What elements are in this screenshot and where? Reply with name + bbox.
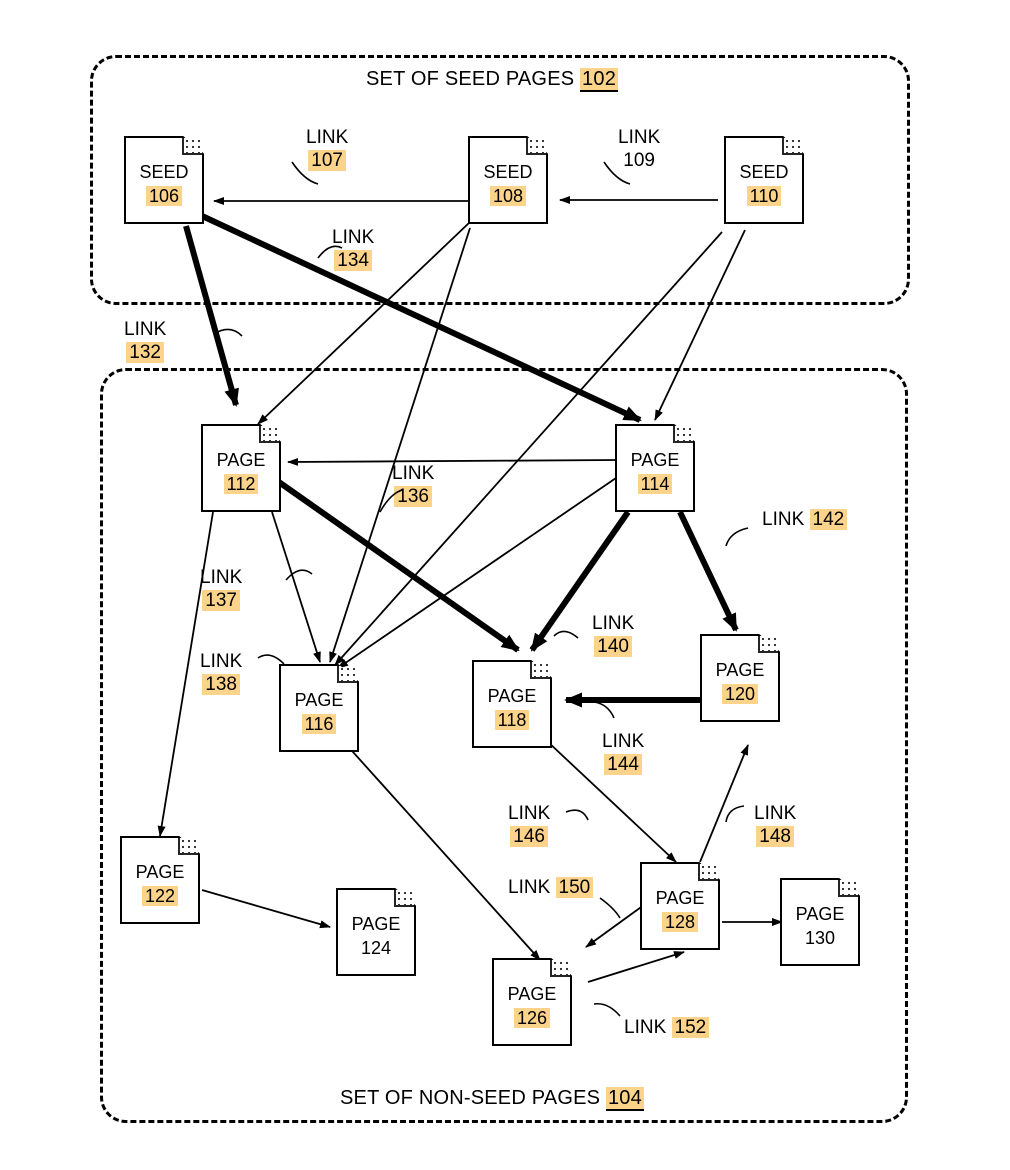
node-seed-110[interactable]: [724, 136, 804, 224]
node-label: SEED: [739, 162, 789, 182]
node-number: 120: [700, 684, 780, 705]
link-number: 132: [126, 342, 164, 363]
link-word: LINK: [624, 1017, 667, 1038]
page-fold-icon: [698, 864, 718, 881]
node-number: 126: [492, 1008, 572, 1029]
link-word: LINK: [200, 651, 243, 672]
link-label-144: [602, 730, 644, 776]
link-word: LINK: [602, 731, 645, 752]
node-number: 106: [124, 186, 204, 207]
node-page-116[interactable]: [279, 664, 359, 752]
link-number: 107: [308, 150, 346, 171]
link-number: 134: [334, 250, 372, 271]
page-fold-icon: [673, 426, 693, 443]
node-number: 108: [468, 186, 548, 207]
node-page-112[interactable]: [201, 424, 281, 512]
link-label-132: [124, 318, 166, 364]
link-word: LINK: [618, 127, 661, 148]
link-number: 109: [623, 150, 655, 171]
node-label: PAGE: [216, 450, 266, 470]
link-label-150: [508, 876, 593, 899]
node-page-124[interactable]: [336, 888, 416, 976]
link-word: LINK: [508, 803, 551, 824]
node-seed-106[interactable]: [124, 136, 204, 224]
page-fold-icon: [782, 138, 802, 155]
link-number: 148: [756, 826, 794, 847]
link-label-146: [508, 802, 550, 848]
link-number: 138: [202, 674, 240, 695]
link-label-138: [200, 650, 242, 696]
page-fold-icon: [337, 666, 357, 683]
link-word: LINK: [592, 613, 635, 634]
link-label-134: [332, 226, 374, 272]
node-number: 110: [724, 186, 804, 207]
node-label: PAGE: [630, 450, 680, 470]
node-number: 122: [120, 886, 200, 907]
link-label-152: [624, 1016, 709, 1039]
link-number: 150: [556, 877, 594, 898]
node-page-126[interactable]: [492, 958, 572, 1046]
seed-group-title-text: SET OF SEED PAGES: [366, 68, 575, 90]
page-fold-icon: [394, 890, 414, 907]
node-label: SEED: [483, 162, 533, 182]
link-label-136: [392, 462, 434, 508]
link-label-107: [306, 126, 348, 172]
link-word: LINK: [762, 509, 805, 530]
node-label: PAGE: [715, 660, 765, 680]
link-number: 137: [202, 590, 240, 611]
link-label-137: [200, 566, 242, 612]
node-label: PAGE: [655, 888, 705, 908]
node-number: 124: [360, 938, 392, 958]
page-fold-icon: [259, 426, 279, 443]
node-number: 112: [201, 474, 281, 495]
link-word: LINK: [392, 463, 435, 484]
link-word: LINK: [200, 567, 243, 588]
node-page-130[interactable]: [780, 878, 860, 966]
page-fold-icon: [526, 138, 546, 155]
link-word: LINK: [306, 127, 349, 148]
link-word: LINK: [508, 877, 551, 898]
node-label: PAGE: [294, 690, 344, 710]
node-label: PAGE: [507, 984, 557, 1004]
node-label: PAGE: [487, 686, 537, 706]
node-page-118[interactable]: [472, 660, 552, 748]
link-number: 146: [510, 826, 548, 847]
non-seed-group-title-number: 104: [607, 1087, 642, 1109]
node-label: PAGE: [351, 914, 401, 934]
link-number: 144: [604, 754, 642, 775]
node-number: 116: [279, 714, 359, 735]
link-number: 152: [672, 1017, 710, 1038]
link-word: LINK: [332, 227, 375, 248]
node-page-122[interactable]: [120, 836, 200, 924]
node-label: SEED: [139, 162, 189, 182]
page-fold-icon: [838, 880, 858, 897]
page-fold-icon: [530, 662, 550, 679]
node-number: 118: [472, 710, 552, 731]
node-page-114[interactable]: [615, 424, 695, 512]
node-page-128[interactable]: [640, 862, 720, 950]
seed-group-title: [366, 68, 618, 91]
page-fold-icon: [178, 838, 198, 855]
link-word: LINK: [754, 803, 797, 824]
seed-group-title-number: 102: [582, 68, 617, 90]
node-number: 128: [640, 912, 720, 933]
link-label-140: [592, 612, 634, 658]
link-number: 136: [394, 486, 432, 507]
non-seed-group-title: [340, 1087, 644, 1110]
link-label-109: [618, 126, 660, 172]
page-fold-icon: [182, 138, 202, 155]
link-label-142: [762, 508, 847, 531]
node-page-120[interactable]: [700, 634, 780, 722]
node-label: PAGE: [795, 904, 845, 924]
node-number: 130: [804, 928, 836, 948]
node-seed-108[interactable]: [468, 136, 548, 224]
node-number: 114: [615, 474, 695, 495]
page-fold-icon: [550, 960, 570, 977]
link-word: LINK: [124, 319, 167, 340]
page-fold-icon: [758, 636, 778, 653]
link-label-148: [754, 802, 796, 848]
non-seed-group-title-text: SET OF NON-SEED PAGES: [340, 1087, 601, 1109]
link-number: 140: [594, 636, 632, 657]
node-label: PAGE: [135, 862, 185, 882]
link-number: 142: [810, 509, 848, 530]
